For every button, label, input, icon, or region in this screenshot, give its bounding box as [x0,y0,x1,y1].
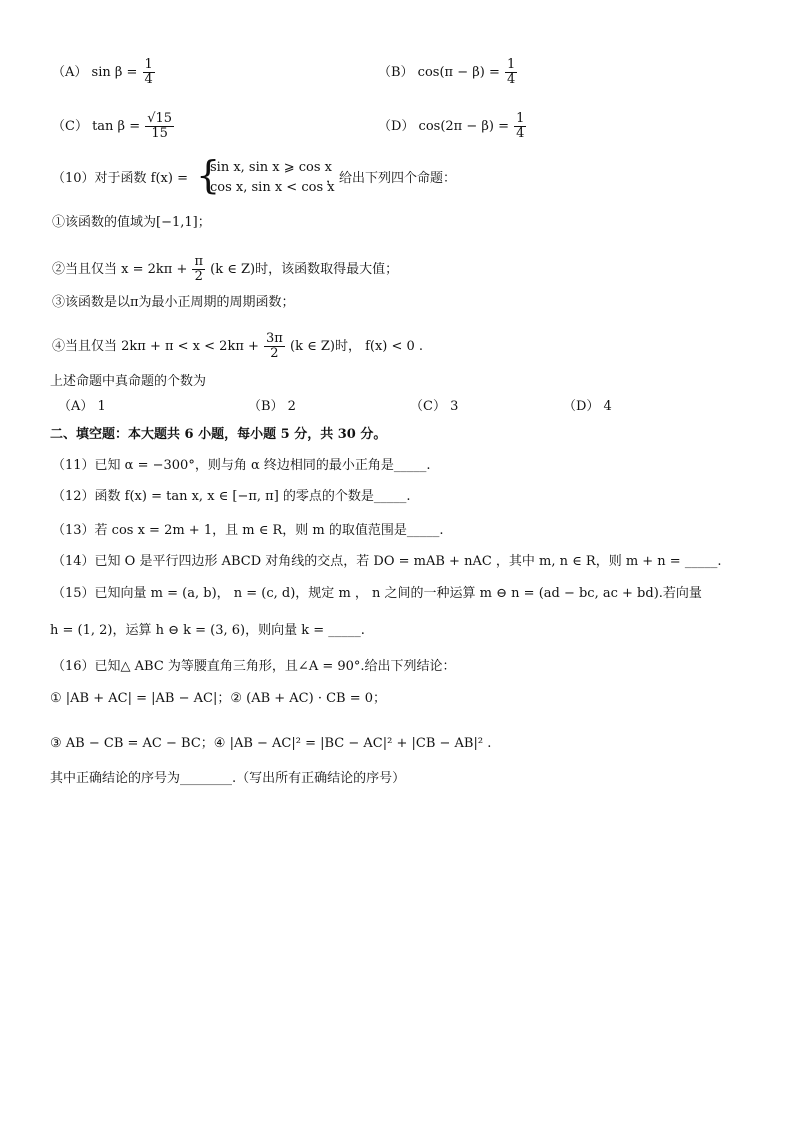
q12: （12）函数 f(x) = tan x, x ∈ [−π, π] 的零点的个数是_____. [52,489,411,504]
q9-option-b [378,58,518,87]
section-2-heading: 二、填空题：本大题共 6 小题，每小题 5 分，共 30 分。 [50,427,387,442]
q16-line-2: ① |AB + AC| = |AB − AC|；② (AB + AC) · CB = 0； [50,691,387,706]
q9-b-label: （B） cos(π − β) = [378,65,500,80]
frac-den: 15 [151,126,168,141]
q16-line-4: 其中正确结论的序号为________.（写出所有正确结论的序号） [50,771,406,786]
q10-proposition-1: ①该函数的值域为[−1,1]； [52,215,211,230]
q9-a-label: （A） sin β = [52,65,138,80]
frac-den: 4 [144,72,153,87]
frac-den: 4 [507,72,516,87]
q9-option-c [52,112,175,141]
q10-cases [210,158,335,198]
q9-c-fraction [145,112,174,141]
q9-option-a [52,58,156,87]
q10-option-b: （B） 2 [248,399,296,414]
q9-d-fraction [514,112,526,141]
frac-den: 2 [270,346,279,361]
q11: （11）已知 α = −300°，则与角 α 终边相同的最小正角是_____. [52,458,431,473]
q10-p2-end: (k ∈ Z)时，该函数取得最大值； [210,262,399,277]
q10-intro: （10）对于函数 f(x) = [52,171,188,186]
frac-den: 2 [194,269,203,284]
frac-num: √15 [147,111,173,126]
q10-p2-start: ②当且仅当 x = 2kπ + [52,262,188,277]
q9-option-d [378,112,527,141]
q10-case-1: sin x, sin x ⩾ cos x [210,160,332,175]
q15-line-1: （15）已知向量 m = (a, b)， n = (c, d)，规定 m ， n 之间的一种运算 m ⊖ n = (ad − bc, ac + bd).若向量 [52,586,702,601]
q16-line-1: （16）已知△ ABC 为等腰直角三角形，且∠A = 90°.给出下列结论： [52,659,456,674]
q9-c-label: （C） tan β = [52,119,141,134]
q10-proposition-2 [52,255,398,284]
q16-line-3: ③ AB − CB = AC − BC；④ |AB − AC|² = |BC − AC|² + |CB − AB|² . [50,736,492,751]
q15-line-2: h = (1, 2)，运算 h ⊖ k = (3, 6)，则向量 k = _____. [50,623,365,638]
q10-p4-start: ④当且仅当 2kπ + π < x < 2kπ + [52,339,259,354]
q10-proposition-3: ③该函数是以π为最小正周期的周期函数； [52,295,295,310]
q10-option-c: （C） 3 [410,399,459,414]
q10-tail: ，给出下列四个命题： [326,171,457,186]
q10-case-2: cos x, sin x < cos x [210,180,335,195]
q10-p4-fraction [264,332,285,361]
q9-b-fraction [505,58,517,87]
q10-option-d: （D） 4 [563,399,612,414]
frac-den: 4 [516,126,525,141]
frac-num: 1 [144,57,153,72]
q10-question: 上述命题中真命题的个数为 [50,374,207,389]
q9-a-fraction [143,58,155,87]
q10-p2-fraction [192,255,205,284]
frac-num: 1 [507,57,516,72]
q14: （14）已知 O 是平行四边形 ABCD 对角线的交点，若 DO = mAB + nAC ，其中 m, n ∈ R，则 m + n = _____. [52,554,722,569]
q10-proposition-4 [52,332,423,361]
frac-num: 3π [266,331,283,346]
q13: （13）若 cos x = 2m + 1，且 m ∈ R，则 m 的取值范围是_____. [52,523,444,538]
q10-option-a: （A） 1 [58,399,106,414]
frac-num: 1 [516,111,525,126]
q10-brace: { [196,153,221,197]
q10-p4-end: (k ∈ Z)时， f(x) < 0 . [290,339,424,354]
q9-d-label: （D） cos(2π − β) = [378,119,509,134]
frac-num: π [194,254,204,269]
